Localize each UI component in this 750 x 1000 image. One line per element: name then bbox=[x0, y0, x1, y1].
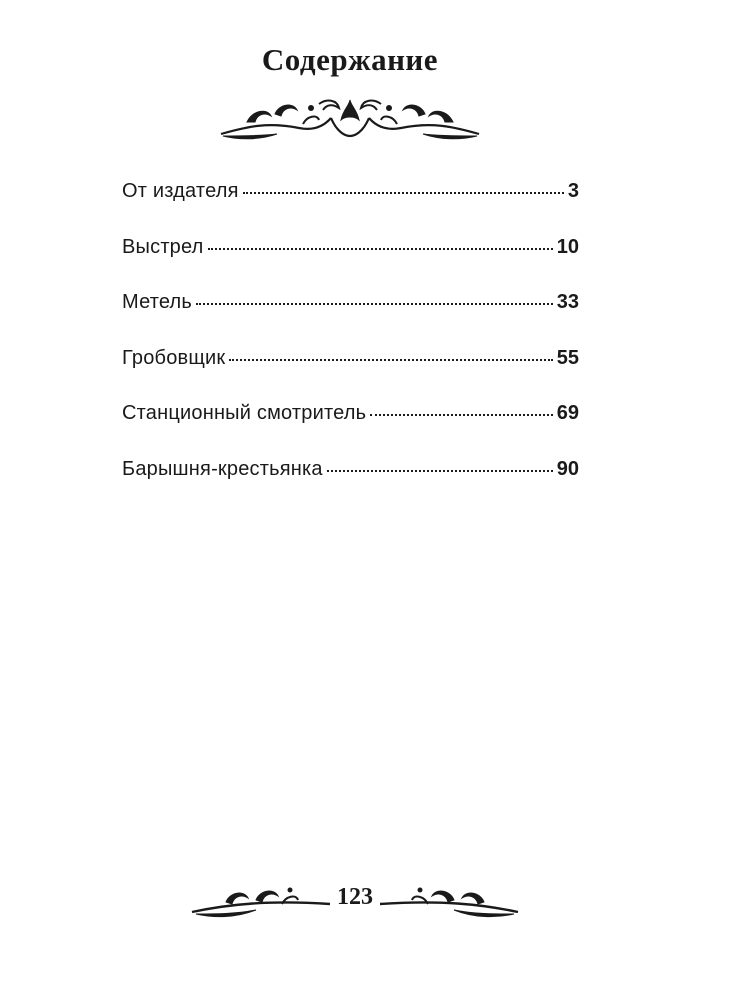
page-number-text: 123 bbox=[334, 884, 376, 910]
toc-entry-title: Метель bbox=[122, 291, 193, 314]
toc-entry-page: 90 bbox=[556, 457, 579, 480]
toc-entry[interactable] bbox=[122, 291, 579, 347]
toc-entry-title: Барышня-крестьянка bbox=[122, 457, 323, 480]
toc-entry-page: 33 bbox=[556, 291, 579, 314]
toc-entry-page: 55 bbox=[556, 346, 579, 369]
dot-leader bbox=[208, 248, 553, 250]
toc-entry-title: Гробовщик bbox=[122, 346, 226, 369]
table-of-contents bbox=[122, 180, 579, 514]
toc-entry[interactable] bbox=[122, 347, 579, 403]
dot-leader bbox=[196, 303, 553, 305]
page-title: Содержание bbox=[261, 42, 439, 77]
page-number bbox=[190, 884, 520, 911]
dot-leader bbox=[370, 414, 552, 416]
toc-entry-title: Станционный смотритель bbox=[122, 402, 367, 425]
toc-entry-title: Выстрел bbox=[122, 235, 204, 258]
toc-entry-page: 3 bbox=[567, 180, 579, 202]
dot-leader bbox=[229, 359, 552, 361]
toc-entry-page: 10 bbox=[556, 235, 579, 258]
header-flourish-icon bbox=[219, 96, 481, 146]
toc-entry[interactable] bbox=[122, 458, 579, 514]
dot-leader bbox=[327, 470, 553, 472]
toc-entry-title: От издателя bbox=[122, 180, 239, 202]
toc-entry[interactable] bbox=[122, 402, 579, 458]
toc-entry-page: 69 bbox=[556, 402, 579, 425]
page-footer bbox=[190, 878, 520, 928]
toc-entry[interactable] bbox=[122, 180, 579, 236]
toc-entry[interactable] bbox=[122, 236, 579, 292]
dot-leader bbox=[243, 192, 564, 194]
